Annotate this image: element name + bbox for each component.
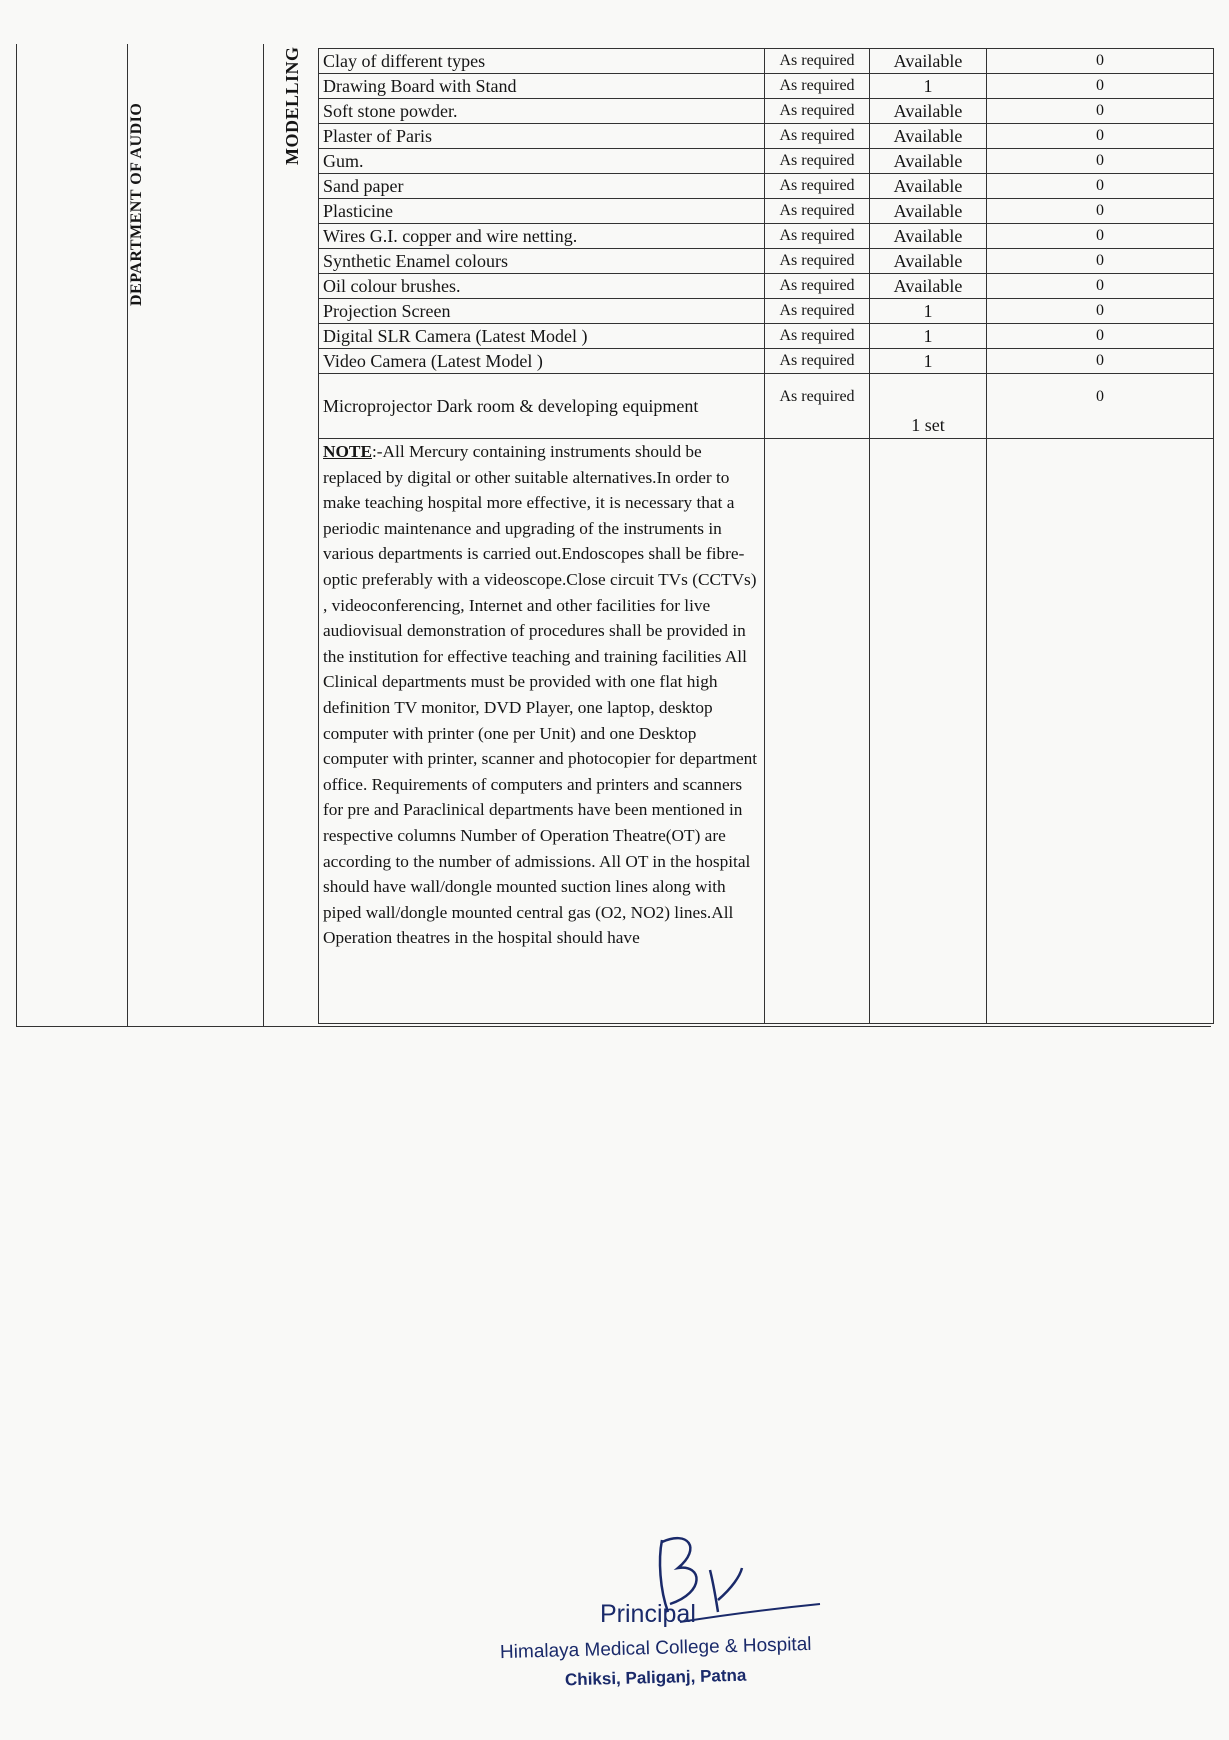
- item-name: Plasticine: [319, 199, 765, 224]
- item-name: Drawing Board with Stand: [319, 74, 765, 99]
- item-availability: Available: [870, 124, 987, 149]
- item-name: Synthetic Enamel colours: [319, 249, 765, 274]
- equipment-table: [318, 48, 1214, 1024]
- table-row: [319, 149, 1214, 174]
- item-shortfall: 0: [987, 174, 1214, 199]
- table-row: [319, 99, 1214, 124]
- item-availability: Available: [870, 99, 987, 124]
- empty-cell: [765, 439, 870, 1024]
- item-name: Soft stone powder.: [319, 99, 765, 124]
- table-row: [319, 274, 1214, 299]
- empty-cell: [987, 439, 1214, 1024]
- section-label: MODELLING: [282, 46, 302, 165]
- item-quantity: As required: [765, 174, 870, 199]
- item-quantity: As required: [765, 199, 870, 224]
- item-availability: 1: [870, 349, 987, 374]
- item-availability: Available: [870, 249, 987, 274]
- table-row: [319, 374, 1214, 439]
- item-quantity: As required: [765, 274, 870, 299]
- item-name: Digital SLR Camera (Latest Model ): [319, 324, 765, 349]
- item-availability: Available: [870, 224, 987, 249]
- item-quantity: As required: [765, 299, 870, 324]
- institution-address: Chiksi, Paliganj, Patna: [564, 1665, 747, 1690]
- item-availability: Available: [870, 49, 987, 74]
- note-row: [319, 439, 1214, 1024]
- table-row: [319, 224, 1214, 249]
- item-shortfall: 0: [987, 99, 1214, 124]
- note-cell: [319, 439, 765, 1024]
- principal-title: Principal: [600, 1600, 696, 1628]
- item-availability: Available: [870, 274, 987, 299]
- item-shortfall: 0: [987, 199, 1214, 224]
- note-paragraph: [323, 439, 760, 951]
- empty-cell: [870, 439, 987, 1024]
- item-quantity: As required: [765, 249, 870, 274]
- table-row: [319, 299, 1214, 324]
- table-row: [319, 324, 1214, 349]
- item-name: Plaster of Paris: [319, 124, 765, 149]
- item-quantity: As required: [765, 349, 870, 374]
- item-shortfall: 0: [987, 349, 1214, 374]
- table-row: [319, 124, 1214, 149]
- item-shortfall: 0: [987, 324, 1214, 349]
- item-quantity: As required: [765, 74, 870, 99]
- item-name: Oil colour brushes.: [319, 274, 765, 299]
- item-name: Clay of different types: [319, 49, 765, 74]
- institution-name: Himalaya Medical College & Hospital: [499, 1633, 812, 1664]
- table-row: [319, 49, 1214, 74]
- item-shortfall: 0: [987, 49, 1214, 74]
- item-shortfall: 0: [987, 274, 1214, 299]
- table-row: [319, 349, 1214, 374]
- item-availability: 1: [870, 324, 987, 349]
- item-availability: Available: [870, 174, 987, 199]
- item-name: Projection Screen: [319, 299, 765, 324]
- item-quantity: As required: [765, 224, 870, 249]
- table-row: [319, 74, 1214, 99]
- column-divider: [263, 44, 264, 1027]
- item-availability: Available: [870, 149, 987, 174]
- table-row: [319, 174, 1214, 199]
- item-quantity: As required: [765, 374, 870, 439]
- item-name: Gum.: [319, 149, 765, 174]
- item-quantity: As required: [765, 124, 870, 149]
- note-heading: NOTE: [323, 442, 372, 461]
- item-quantity: As required: [765, 99, 870, 124]
- item-shortfall: 0: [987, 249, 1214, 274]
- note-body: :-All Mercury containing instruments should be replaced by digital or other suitable alternatives.In order to make teaching hospital more effective, it is necessary that a periodic maintenance and upgrading of the instruments in various departments is carried out.Endoscopes shall be fibre-optic preferably with a videoscope.Close circuit TVs (CCTVs) , videoconferencing, Internet and other facilities for live audiovisual demonstration of procedures shall be provided in the institution for effective teaching and training facilities All Clinical departments must be provided with one flat high definition TV monitor, DVD Player, one laptop, desktop computer with printer (one per Unit) and one Desktop computer with printer, scanner and photocopier for department office. Requirements of computers and printers and scanners for pre and Paraclinical departments have been mentioned in respective columns Number of Operation Theatre(OT) are according to the number of admissions. All OT in the hospital should have wall/dongle mounted suction lines along with piped wall/dongle mounted central gas (O2, NO2) lines.All Operation theatres in the hospital should have: [323, 442, 758, 948]
- department-label: DEPARTMENT OF AUDIO: [128, 102, 145, 306]
- item-name: Video Camera (Latest Model ): [319, 349, 765, 374]
- item-shortfall: 0: [987, 74, 1214, 99]
- item-name: Microprojector Dark room & developing equipment: [319, 374, 765, 439]
- item-shortfall: 0: [987, 224, 1214, 249]
- item-shortfall: 0: [987, 149, 1214, 174]
- table-row: [319, 249, 1214, 274]
- table-row: [319, 199, 1214, 224]
- item-name: Sand paper: [319, 174, 765, 199]
- item-quantity: As required: [765, 49, 870, 74]
- item-name: Wires G.I. copper and wire netting.: [319, 224, 765, 249]
- item-shortfall: 0: [987, 124, 1214, 149]
- item-quantity: As required: [765, 149, 870, 174]
- item-shortfall: 0: [987, 374, 1214, 439]
- item-availability: 1: [870, 74, 987, 99]
- item-quantity: As required: [765, 324, 870, 349]
- item-shortfall: 0: [987, 299, 1214, 324]
- item-availability: Available: [870, 199, 987, 224]
- item-availability: 1 set: [870, 374, 987, 439]
- item-availability: 1: [870, 299, 987, 324]
